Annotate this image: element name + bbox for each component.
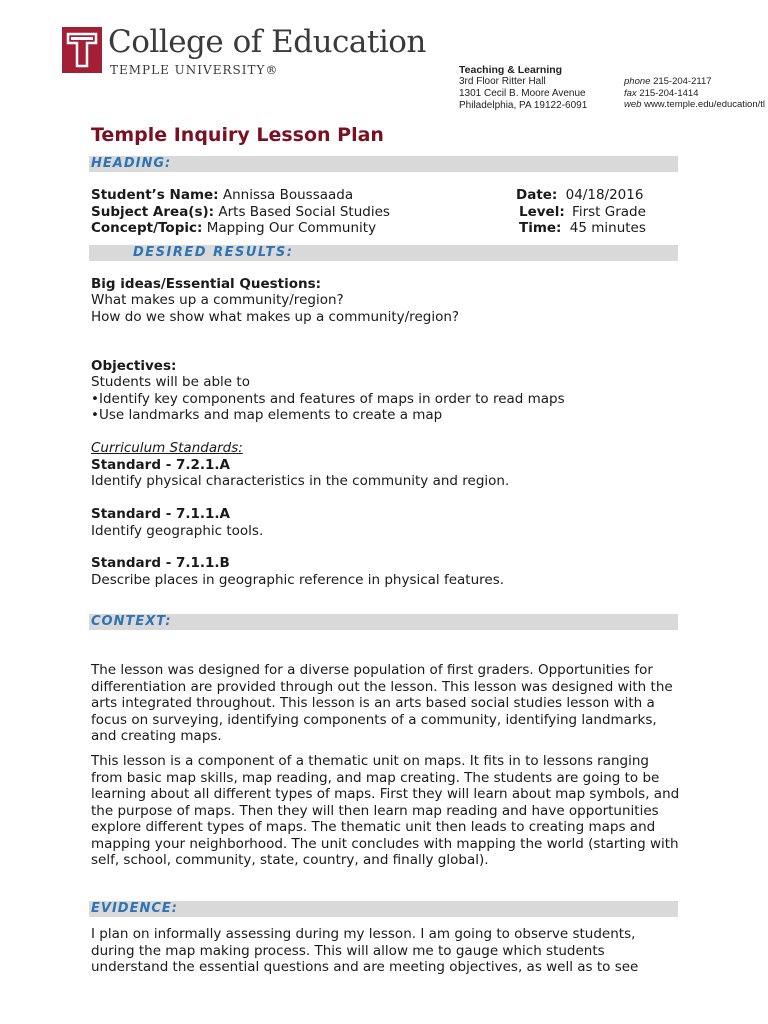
phone-number: 215-204-2117	[653, 76, 712, 87]
student-name-row	[91, 187, 353, 204]
department-name: Teaching & Learning	[459, 64, 563, 76]
fax-number: 215-204-1414	[639, 87, 699, 99]
standard-description: Describe places in geographic reference in physical features.	[91, 572, 505, 588]
subject-value: Arts Based Social Studies	[218, 204, 390, 220]
fax-label: fax	[624, 87, 637, 99]
university-name: TEMPLE UNIVERSITY®	[110, 63, 279, 77]
field-label: Level:	[519, 204, 565, 220]
section-label: HEADING:	[91, 156, 172, 171]
topic-value: Mapping Our Community	[206, 220, 377, 236]
desired-results-section-bar	[89, 245, 678, 261]
topic-row	[91, 220, 376, 237]
heading-section-bar	[89, 156, 678, 172]
objectives-intro: Students will be able to	[91, 374, 250, 390]
context-paragraph: This lesson is a component of a thematic unit on maps. It fits in to lessons ranging from basic map skills, map reading, and map creating. The students are going to be learning about all different types of maps. First they will learn about map symbols, and the purpose of maps. Then they will then learn map reading and have opportunities explore different types of maps. The thematic unit then leads to creating maps and mapping your neighborhood. The unit concludes with mapping the world (starting with self, school, community, state, country, and finally global).	[91, 753, 680, 868]
objectives-heading: Objectives:	[91, 358, 177, 374]
address-line: 3rd Floor Ritter Hall	[459, 76, 546, 87]
essential-question: How do we show what makes up a community/region?	[91, 309, 460, 325]
curriculum-standards-heading: Curriculum Standards:	[91, 440, 243, 456]
subject-row	[91, 204, 390, 221]
section-label: EVIDENCE:	[91, 901, 178, 916]
level-value: First Grade	[572, 204, 646, 220]
address-line: 1301 Cecil B. Moore Avenue	[459, 88, 586, 99]
context-section-bar	[89, 614, 678, 630]
field-label: Date:	[516, 187, 558, 203]
objective-item: •Use landmarks and map elements to create a map	[91, 407, 443, 423]
big-ideas-heading: Big ideas/Essential Questions:	[91, 276, 322, 292]
contact-info	[624, 76, 765, 111]
time-row	[519, 220, 646, 237]
time-value: 45 minutes	[569, 220, 646, 236]
section-label: DESIRED RESULTS:	[133, 245, 294, 260]
phone-label: phone	[624, 76, 651, 87]
standard-code: Standard - 7.1.1.B	[91, 555, 230, 571]
department-address	[459, 64, 587, 112]
document-title: Temple Inquiry Lesson Plan	[91, 124, 384, 146]
temple-logo	[62, 27, 102, 73]
web-label: web	[624, 99, 642, 110]
evidence-section-bar	[89, 901, 678, 917]
field-label: Student’s Name:	[91, 187, 219, 203]
web-address: www.temple.edu/education/tl	[644, 99, 766, 110]
field-label: Subject Area(s):	[91, 204, 215, 220]
field-label: Concept/Topic:	[91, 220, 203, 236]
standard-code: Standard - 7.1.1.A	[91, 506, 231, 522]
student-name-value: Annissa Boussaada	[222, 187, 354, 203]
level-row	[519, 204, 646, 221]
address-line: Philadelphia, PA 19122-6091	[459, 100, 588, 111]
essential-question: What makes up a community/region?	[91, 292, 344, 308]
objective-item: •Identify key components and features of maps in order to read maps	[91, 391, 565, 407]
standard-description: Identify physical characteristics in the community and region.	[91, 473, 510, 489]
standard-code: Standard - 7.2.1.A	[91, 457, 231, 473]
college-name: College of Education	[108, 24, 426, 60]
context-paragraph: The lesson was designed for a diverse population of first graders. Opportunities for differentiation are provided through out the lesson. This lesson was designed with the arts integrated throughout. This lesson is an arts based social studies lesson with a focus on surveying, identifying components of a community, identifying landmarks, and creating maps.	[91, 662, 673, 744]
date-row	[516, 187, 643, 204]
date-value: 04/18/2016	[565, 187, 644, 203]
section-label: CONTEXT:	[91, 614, 172, 629]
temple-t-icon	[62, 27, 102, 73]
field-label: Time:	[519, 220, 562, 236]
evidence-paragraph: I plan on informally assessing during my lesson. I am going to observe students, during the map making process. This will allow me to gauge which students understand the essential questions and are meeting objectives, as well as to see	[91, 926, 639, 975]
standard-description: Identify geographic tools.	[91, 523, 264, 539]
